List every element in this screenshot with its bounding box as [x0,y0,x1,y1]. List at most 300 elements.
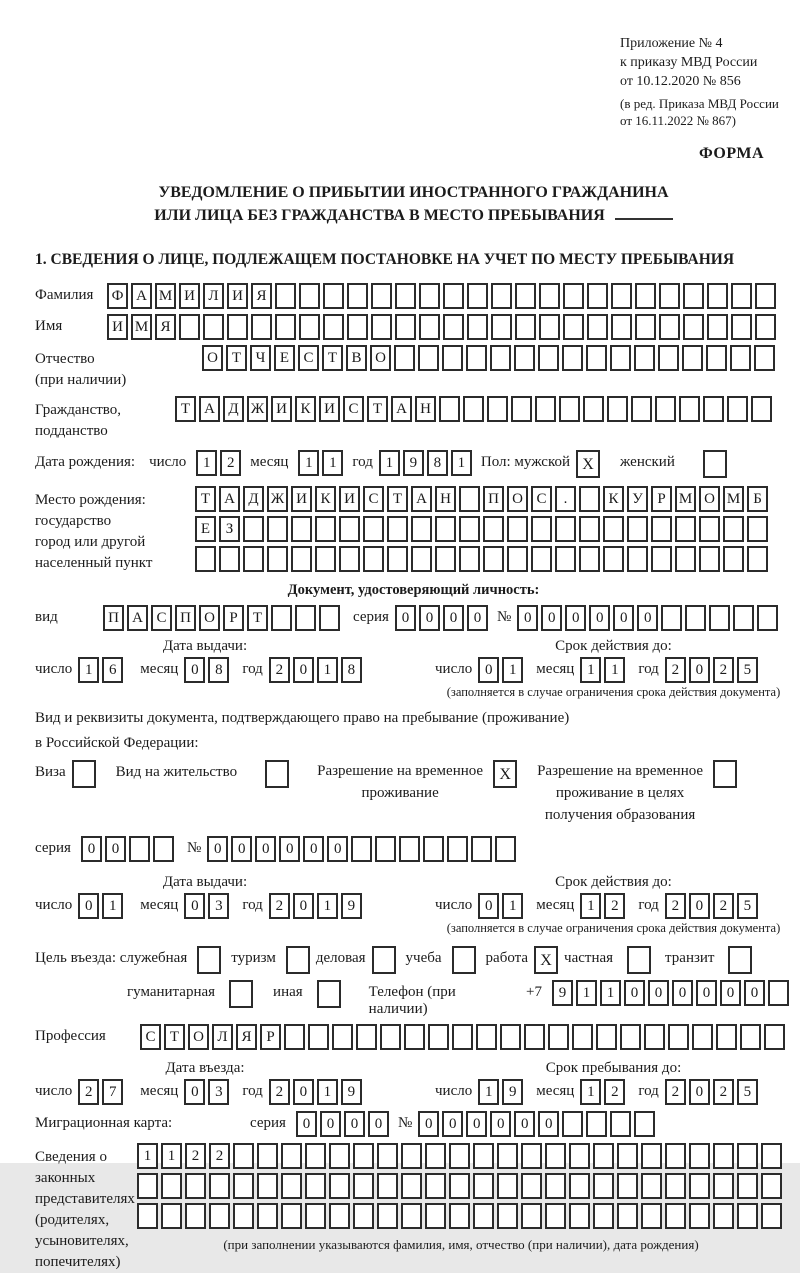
char-box[interactable] [610,345,631,371]
char-box[interactable] [305,1173,326,1199]
char-box[interactable] [562,345,583,371]
char-box[interactable]: 5 [737,657,758,683]
char-box[interactable]: С [363,486,384,512]
char-box[interactable] [161,1173,182,1199]
char-box[interactable] [699,546,720,572]
char-box[interactable] [459,486,480,512]
char-box[interactable] [545,1143,566,1169]
doc-until-month[interactable] [580,657,628,683]
char-box[interactable] [716,1024,737,1050]
char-box[interactable] [545,1203,566,1229]
char-box[interactable] [473,1173,494,1199]
char-box[interactable] [764,1024,785,1050]
char-box[interactable]: 0 [490,1111,511,1137]
char-box[interactable]: 2 [665,893,686,919]
char-box[interactable]: 0 [255,836,276,862]
char-box[interactable] [185,1203,206,1229]
char-box[interactable]: П [103,605,124,631]
char-box[interactable] [375,836,396,862]
char-box[interactable]: П [483,486,504,512]
char-box[interactable] [137,1173,158,1199]
char-box[interactable]: 0 [293,657,314,683]
char-box[interactable] [153,836,174,862]
char-box[interactable]: 0 [696,980,717,1006]
char-box[interactable] [713,1203,734,1229]
char-box[interactable]: 0 [293,1079,314,1105]
checkbox-humanitarian[interactable] [229,980,253,1008]
char-box[interactable] [281,1173,302,1199]
char-box[interactable] [641,1173,662,1199]
char-box[interactable] [137,1203,158,1229]
char-box[interactable] [627,546,648,572]
char-box[interactable]: 0 [517,605,538,631]
char-box[interactable]: 2 [665,1079,686,1105]
birthplace-input-row2[interactable] [195,516,771,542]
char-box[interactable] [731,314,752,340]
char-box[interactable]: И [107,314,128,340]
char-box[interactable] [731,283,752,309]
char-box[interactable] [747,546,768,572]
char-box[interactable]: 0 [648,980,669,1006]
char-box[interactable] [466,345,487,371]
char-box[interactable]: С [140,1024,161,1050]
doc-issue-month[interactable] [184,657,232,683]
char-box[interactable] [227,314,248,340]
char-box[interactable]: 9 [403,450,424,476]
char-box[interactable] [281,1143,302,1169]
char-box[interactable] [401,1203,422,1229]
char-box[interactable]: Я [236,1024,257,1050]
char-box[interactable]: 1 [322,450,343,476]
char-box[interactable]: 1 [502,893,523,919]
birthplace-input-row1[interactable] [195,486,771,512]
char-box[interactable]: 9 [552,980,573,1006]
char-box[interactable] [295,605,316,631]
char-box[interactable]: 0 [296,1111,317,1137]
name-input[interactable] [107,314,779,340]
char-box[interactable]: 0 [613,605,634,631]
char-box[interactable] [579,486,600,512]
char-box[interactable]: 8 [341,657,362,683]
char-box[interactable] [521,1173,542,1199]
char-box[interactable] [587,314,608,340]
char-box[interactable] [353,1173,374,1199]
char-box[interactable]: 0 [478,893,499,919]
char-box[interactable] [439,396,460,422]
char-box[interactable] [243,546,264,572]
char-box[interactable] [747,516,768,542]
char-box[interactable]: 2 [220,450,241,476]
char-box[interactable]: Ж [247,396,268,422]
char-box[interactable]: К [603,486,624,512]
char-box[interactable] [387,546,408,572]
char-box[interactable] [755,283,776,309]
char-box[interactable] [500,1024,521,1050]
char-box[interactable] [419,283,440,309]
char-box[interactable]: 1 [161,1143,182,1169]
char-box[interactable] [363,546,384,572]
char-box[interactable]: 0 [293,893,314,919]
char-box[interactable]: Р [223,605,244,631]
char-box[interactable] [443,283,464,309]
char-box[interactable] [524,1024,545,1050]
char-box[interactable] [515,283,536,309]
char-box[interactable] [305,1143,326,1169]
char-box[interactable] [203,314,224,340]
char-box[interactable]: 2 [713,893,734,919]
char-box[interactable]: С [343,396,364,422]
char-box[interactable] [449,1203,470,1229]
char-box[interactable] [733,605,754,631]
char-box[interactable] [497,1173,518,1199]
char-box[interactable] [617,1203,638,1229]
char-box[interactable] [751,396,772,422]
char-box[interactable]: 1 [298,450,319,476]
char-box[interactable] [611,283,632,309]
char-box[interactable] [757,605,778,631]
char-box[interactable]: Т [247,605,268,631]
char-box[interactable] [559,396,580,422]
phone-input[interactable] [552,980,792,1006]
doc-until-day[interactable] [478,657,526,683]
char-box[interactable] [275,283,296,309]
char-box[interactable] [425,1173,446,1199]
char-box[interactable] [425,1143,446,1169]
char-box[interactable] [271,605,292,631]
char-box[interactable]: Т [164,1024,185,1050]
char-box[interactable] [531,516,552,542]
char-box[interactable] [387,516,408,542]
char-box[interactable]: Я [155,314,176,340]
char-box[interactable]: 0 [637,605,658,631]
char-box[interactable] [713,1173,734,1199]
checkbox-male[interactable]: X [576,450,600,478]
char-box[interactable] [411,516,432,542]
char-box[interactable] [723,546,744,572]
char-box[interactable]: 1 [580,893,601,919]
char-box[interactable]: 2 [713,657,734,683]
char-box[interactable] [603,516,624,542]
char-box[interactable] [233,1143,254,1169]
char-box[interactable]: 2 [78,1079,99,1105]
char-box[interactable]: 0 [467,605,488,631]
char-box[interactable] [347,283,368,309]
char-box[interactable] [737,1143,758,1169]
char-box[interactable] [651,546,672,572]
char-box[interactable]: 2 [269,893,290,919]
char-box[interactable]: Т [387,486,408,512]
char-box[interactable] [467,283,488,309]
char-box[interactable] [299,283,320,309]
char-box[interactable] [641,1203,662,1229]
char-box[interactable] [675,516,696,542]
guardians-input-row2[interactable] [137,1173,785,1199]
char-box[interactable] [617,1173,638,1199]
char-box[interactable]: Р [260,1024,281,1050]
char-box[interactable] [377,1203,398,1229]
char-box[interactable] [707,283,728,309]
char-box[interactable]: Д [223,396,244,422]
char-box[interactable] [267,546,288,572]
char-box[interactable]: 1 [102,893,123,919]
char-box[interactable]: 0 [541,605,562,631]
char-box[interactable]: А [131,283,152,309]
char-box[interactable] [449,1143,470,1169]
char-box[interactable]: Н [415,396,436,422]
char-box[interactable] [548,1024,569,1050]
char-box[interactable] [679,396,700,422]
char-box[interactable] [401,1173,422,1199]
char-box[interactable] [569,1143,590,1169]
char-box[interactable] [596,1024,617,1050]
char-box[interactable]: 3 [208,893,229,919]
char-box[interactable] [531,546,552,572]
char-box[interactable]: 0 [395,605,416,631]
char-box[interactable] [395,283,416,309]
char-box[interactable] [332,1024,353,1050]
char-box[interactable]: 0 [327,836,348,862]
char-box[interactable] [586,345,607,371]
doc-until-year[interactable] [665,657,761,683]
char-box[interactable]: К [315,486,336,512]
char-box[interactable] [555,516,576,542]
char-box[interactable] [761,1173,782,1199]
char-box[interactable] [353,1143,374,1169]
char-box[interactable] [539,283,560,309]
char-box[interactable] [473,1203,494,1229]
char-box[interactable] [129,836,150,862]
char-box[interactable]: 0 [565,605,586,631]
char-box[interactable] [620,1024,641,1050]
char-box[interactable] [319,605,340,631]
char-box[interactable] [329,1173,350,1199]
char-box[interactable] [219,546,240,572]
char-box[interactable]: К [295,396,316,422]
permit-series-input[interactable] [81,836,177,862]
char-box[interactable]: М [155,283,176,309]
char-box[interactable] [284,1024,305,1050]
char-box[interactable] [563,283,584,309]
char-box[interactable] [665,1173,686,1199]
char-box[interactable] [562,1111,583,1137]
char-box[interactable] [308,1024,329,1050]
birthplace-input-row3[interactable] [195,546,771,572]
char-box[interactable]: Е [195,516,216,542]
char-box[interactable] [730,345,751,371]
char-box[interactable]: 1 [600,980,621,1006]
stay-month[interactable] [580,1079,628,1105]
guardians-input-row1[interactable] [137,1143,785,1169]
char-box[interactable]: Л [212,1024,233,1050]
char-box[interactable]: 2 [269,657,290,683]
char-box[interactable] [299,314,320,340]
char-box[interactable] [418,345,439,371]
char-box[interactable] [487,396,508,422]
char-box[interactable]: О [202,345,223,371]
char-box[interactable] [545,1173,566,1199]
char-box[interactable] [329,1143,350,1169]
char-box[interactable]: И [339,486,360,512]
char-box[interactable]: 2 [269,1079,290,1105]
char-box[interactable] [467,314,488,340]
char-box[interactable]: 0 [303,836,324,862]
char-box[interactable] [347,314,368,340]
char-box[interactable] [572,1024,593,1050]
char-box[interactable] [761,1203,782,1229]
char-box[interactable]: 9 [341,1079,362,1105]
char-box[interactable] [635,314,656,340]
char-box[interactable]: 7 [102,1079,123,1105]
char-box[interactable] [668,1024,689,1050]
checkbox-private[interactable] [627,946,651,974]
entry-month[interactable] [184,1079,232,1105]
char-box[interactable] [356,1024,377,1050]
char-box[interactable] [699,516,720,542]
char-box[interactable]: Ф [107,283,128,309]
char-box[interactable] [471,836,492,862]
char-box[interactable] [627,516,648,542]
char-box[interactable]: Т [226,345,247,371]
char-box[interactable]: 0 [184,893,205,919]
char-box[interactable]: И [319,396,340,422]
char-box[interactable] [689,1203,710,1229]
char-box[interactable]: 1 [78,657,99,683]
char-box[interactable]: Т [175,396,196,422]
char-box[interactable]: П [175,605,196,631]
stay-year[interactable] [665,1079,761,1105]
char-box[interactable]: 2 [713,1079,734,1105]
checkbox-official[interactable] [197,946,221,974]
char-box[interactable] [689,1173,710,1199]
char-box[interactable]: 0 [418,1111,439,1137]
char-box[interactable] [709,605,730,631]
permit-until-year[interactable] [665,893,761,919]
char-box[interactable] [339,516,360,542]
char-box[interactable]: 8 [427,450,448,476]
profession-input[interactable] [140,1024,788,1050]
char-box[interactable] [377,1173,398,1199]
char-box[interactable] [243,516,264,542]
checkbox-work[interactable]: X [534,946,558,974]
char-box[interactable] [521,1203,542,1229]
permit-until-day[interactable] [478,893,526,919]
char-box[interactable]: Ж [267,486,288,512]
char-box[interactable]: М [131,314,152,340]
char-box[interactable]: 2 [604,893,625,919]
char-box[interactable] [251,314,272,340]
char-box[interactable] [267,516,288,542]
char-box[interactable] [507,516,528,542]
char-box[interactable] [723,516,744,542]
char-box[interactable] [179,314,200,340]
char-box[interactable]: Я [251,283,272,309]
doc-series-input[interactable] [395,605,491,631]
char-box[interactable] [740,1024,761,1050]
permit-issue-month[interactable] [184,893,232,919]
char-box[interactable] [305,1203,326,1229]
char-box[interactable]: У [627,486,648,512]
char-box[interactable] [611,314,632,340]
permit-issue-year[interactable] [269,893,365,919]
char-box[interactable] [459,546,480,572]
char-box[interactable] [683,283,704,309]
checkbox-transit[interactable] [728,946,752,974]
char-box[interactable] [411,546,432,572]
char-box[interactable] [507,546,528,572]
char-box[interactable] [257,1173,278,1199]
char-box[interactable] [449,1173,470,1199]
char-box[interactable] [579,516,600,542]
permit-issue-day[interactable] [78,893,126,919]
checkbox-residence-permit[interactable] [265,760,289,788]
char-box[interactable] [435,516,456,542]
checkbox-temp-residence-edu[interactable] [713,760,737,788]
char-box[interactable]: 5 [737,1079,758,1105]
char-box[interactable]: 8 [208,657,229,683]
char-box[interactable] [419,314,440,340]
char-box[interactable]: И [227,283,248,309]
char-box[interactable] [603,546,624,572]
char-box[interactable] [563,314,584,340]
char-box[interactable] [394,345,415,371]
char-box[interactable] [659,314,680,340]
char-box[interactable] [323,283,344,309]
doc-number-input[interactable] [517,605,781,631]
char-box[interactable] [442,345,463,371]
char-box[interactable] [195,546,216,572]
char-box[interactable] [569,1173,590,1199]
char-box[interactable] [535,396,556,422]
char-box[interactable] [665,1143,686,1169]
char-box[interactable]: 1 [317,893,338,919]
char-box[interactable]: 9 [341,893,362,919]
char-box[interactable] [641,1143,662,1169]
char-box[interactable] [651,516,672,542]
char-box[interactable]: 0 [443,605,464,631]
char-box[interactable]: Л [203,283,224,309]
char-box[interactable] [706,345,727,371]
surname-input[interactable] [107,283,779,309]
permit-number-input[interactable] [207,836,519,862]
char-box[interactable] [161,1203,182,1229]
char-box[interactable] [257,1203,278,1229]
char-box[interactable] [634,345,655,371]
char-box[interactable] [497,1143,518,1169]
char-box[interactable] [459,516,480,542]
char-box[interactable]: М [675,486,696,512]
char-box[interactable]: 0 [81,836,102,862]
char-box[interactable]: 0 [105,836,126,862]
char-box[interactable]: 1 [451,450,472,476]
char-box[interactable]: А [411,486,432,512]
char-box[interactable] [617,1143,638,1169]
char-box[interactable]: 3 [208,1079,229,1105]
char-box[interactable]: 1 [379,450,400,476]
char-box[interactable] [483,516,504,542]
char-box[interactable]: Ч [250,345,271,371]
char-box[interactable] [363,516,384,542]
char-box[interactable] [395,314,416,340]
char-box[interactable] [768,980,789,1006]
char-box[interactable] [583,396,604,422]
char-box[interactable]: 0 [184,657,205,683]
char-box[interactable] [521,1143,542,1169]
checkbox-other[interactable] [317,980,341,1008]
char-box[interactable] [754,345,775,371]
permit-until-month[interactable] [580,893,628,919]
char-box[interactable] [291,516,312,542]
checkbox-business[interactable] [372,946,396,974]
